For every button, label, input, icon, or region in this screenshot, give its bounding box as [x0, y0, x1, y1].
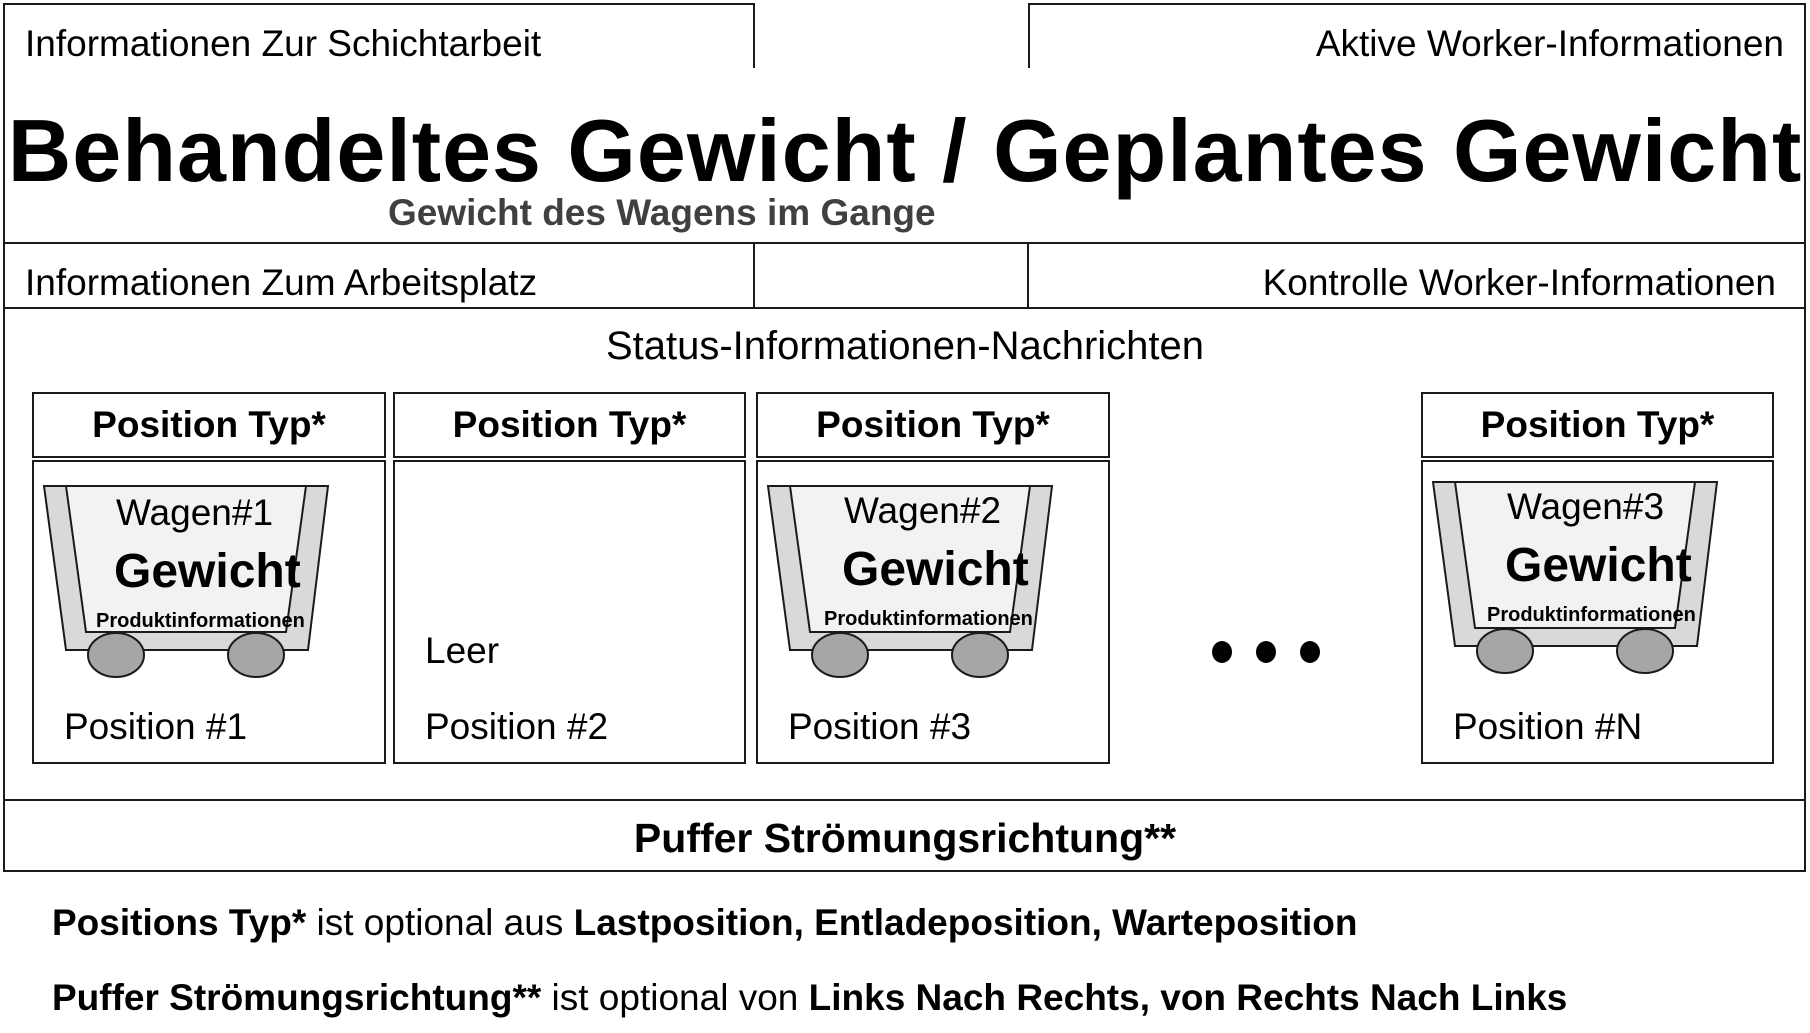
footnote-position-type-options: Lastposition, Entladeposition, Warteposition [573, 902, 1358, 943]
shift-info-panel [3, 3, 755, 70]
position-slot-1[interactable] [32, 460, 386, 764]
cart-name: Wagen#2 [844, 490, 1002, 531]
shift-info-label: Informationen Zur Schichtarbeit [25, 23, 542, 64]
active-worker-panel [1028, 3, 1806, 70]
product-info: Produktinformationen [1487, 604, 1696, 626]
position-type-header [756, 392, 1110, 458]
position-type-label: Position Typ* [1480, 404, 1715, 445]
footnote-buffer-direction-term: Puffer Strömungsrichtung** [52, 977, 542, 1018]
position-label: Position #N [1453, 706, 1643, 747]
empty-slot-label: Leer [425, 630, 500, 671]
footnote-buffer-direction [52, 977, 1567, 1019]
cart-name: Wagen#1 [116, 492, 274, 533]
status-messages-label: Status-Informationen-Nachrichten [605, 324, 1205, 368]
position-label: Position #1 [64, 706, 248, 747]
footnote-buffer-direction-options: Links Nach Rechts, von Rechts Nach Links [808, 977, 1568, 1018]
cart-weight: Gewicht [842, 543, 1029, 596]
footnote-position-type-text: ist optional aus [306, 902, 574, 943]
position-label: Position #2 [425, 706, 609, 747]
product-info: Produktinformationen [96, 610, 305, 632]
footnote-position-type-term: Positions Typ* [52, 902, 307, 943]
position-type-label: Position Typ* [452, 404, 687, 445]
workplace-info-label: Informationen Zum Arbeitsplatz [25, 262, 538, 303]
position-type-header [32, 392, 386, 458]
active-worker-label: Aktive Worker-Informationen [1315, 23, 1784, 64]
position-type-label: Position Typ* [816, 404, 1050, 445]
cart-weight: Gewicht [1505, 539, 1692, 592]
position-label: Position #3 [788, 706, 972, 747]
footnote-position-type [52, 902, 1357, 944]
position-type-label: Position Typ* [92, 404, 326, 445]
workplace-info-panel [3, 242, 755, 309]
position-slot-3[interactable] [756, 460, 1110, 764]
position-slot-n[interactable] [1421, 460, 1774, 764]
control-worker-label: Kontrolle Worker-Informationen [1262, 262, 1776, 303]
position-slot-2[interactable] [393, 460, 746, 764]
cart-name: Wagen#3 [1507, 486, 1665, 527]
product-info: Produktinformationen [824, 608, 1033, 630]
position-type-header [393, 392, 746, 458]
control-worker-panel [1027, 242, 1806, 309]
cart-weight-subtitle: Gewicht des Wagens im Gange [388, 192, 936, 233]
buffer-direction-label: Puffer Strömungsrichtung** [633, 815, 1177, 861]
position-type-header [1421, 392, 1774, 458]
cart-weight: Gewicht [114, 545, 301, 598]
footnote-buffer-direction-text: ist optional von [541, 977, 809, 1018]
page-title: Behandeltes Gewicht / Geplantes Gewicht [7, 101, 1803, 200]
more-positions-ellipsis [1210, 632, 1330, 672]
